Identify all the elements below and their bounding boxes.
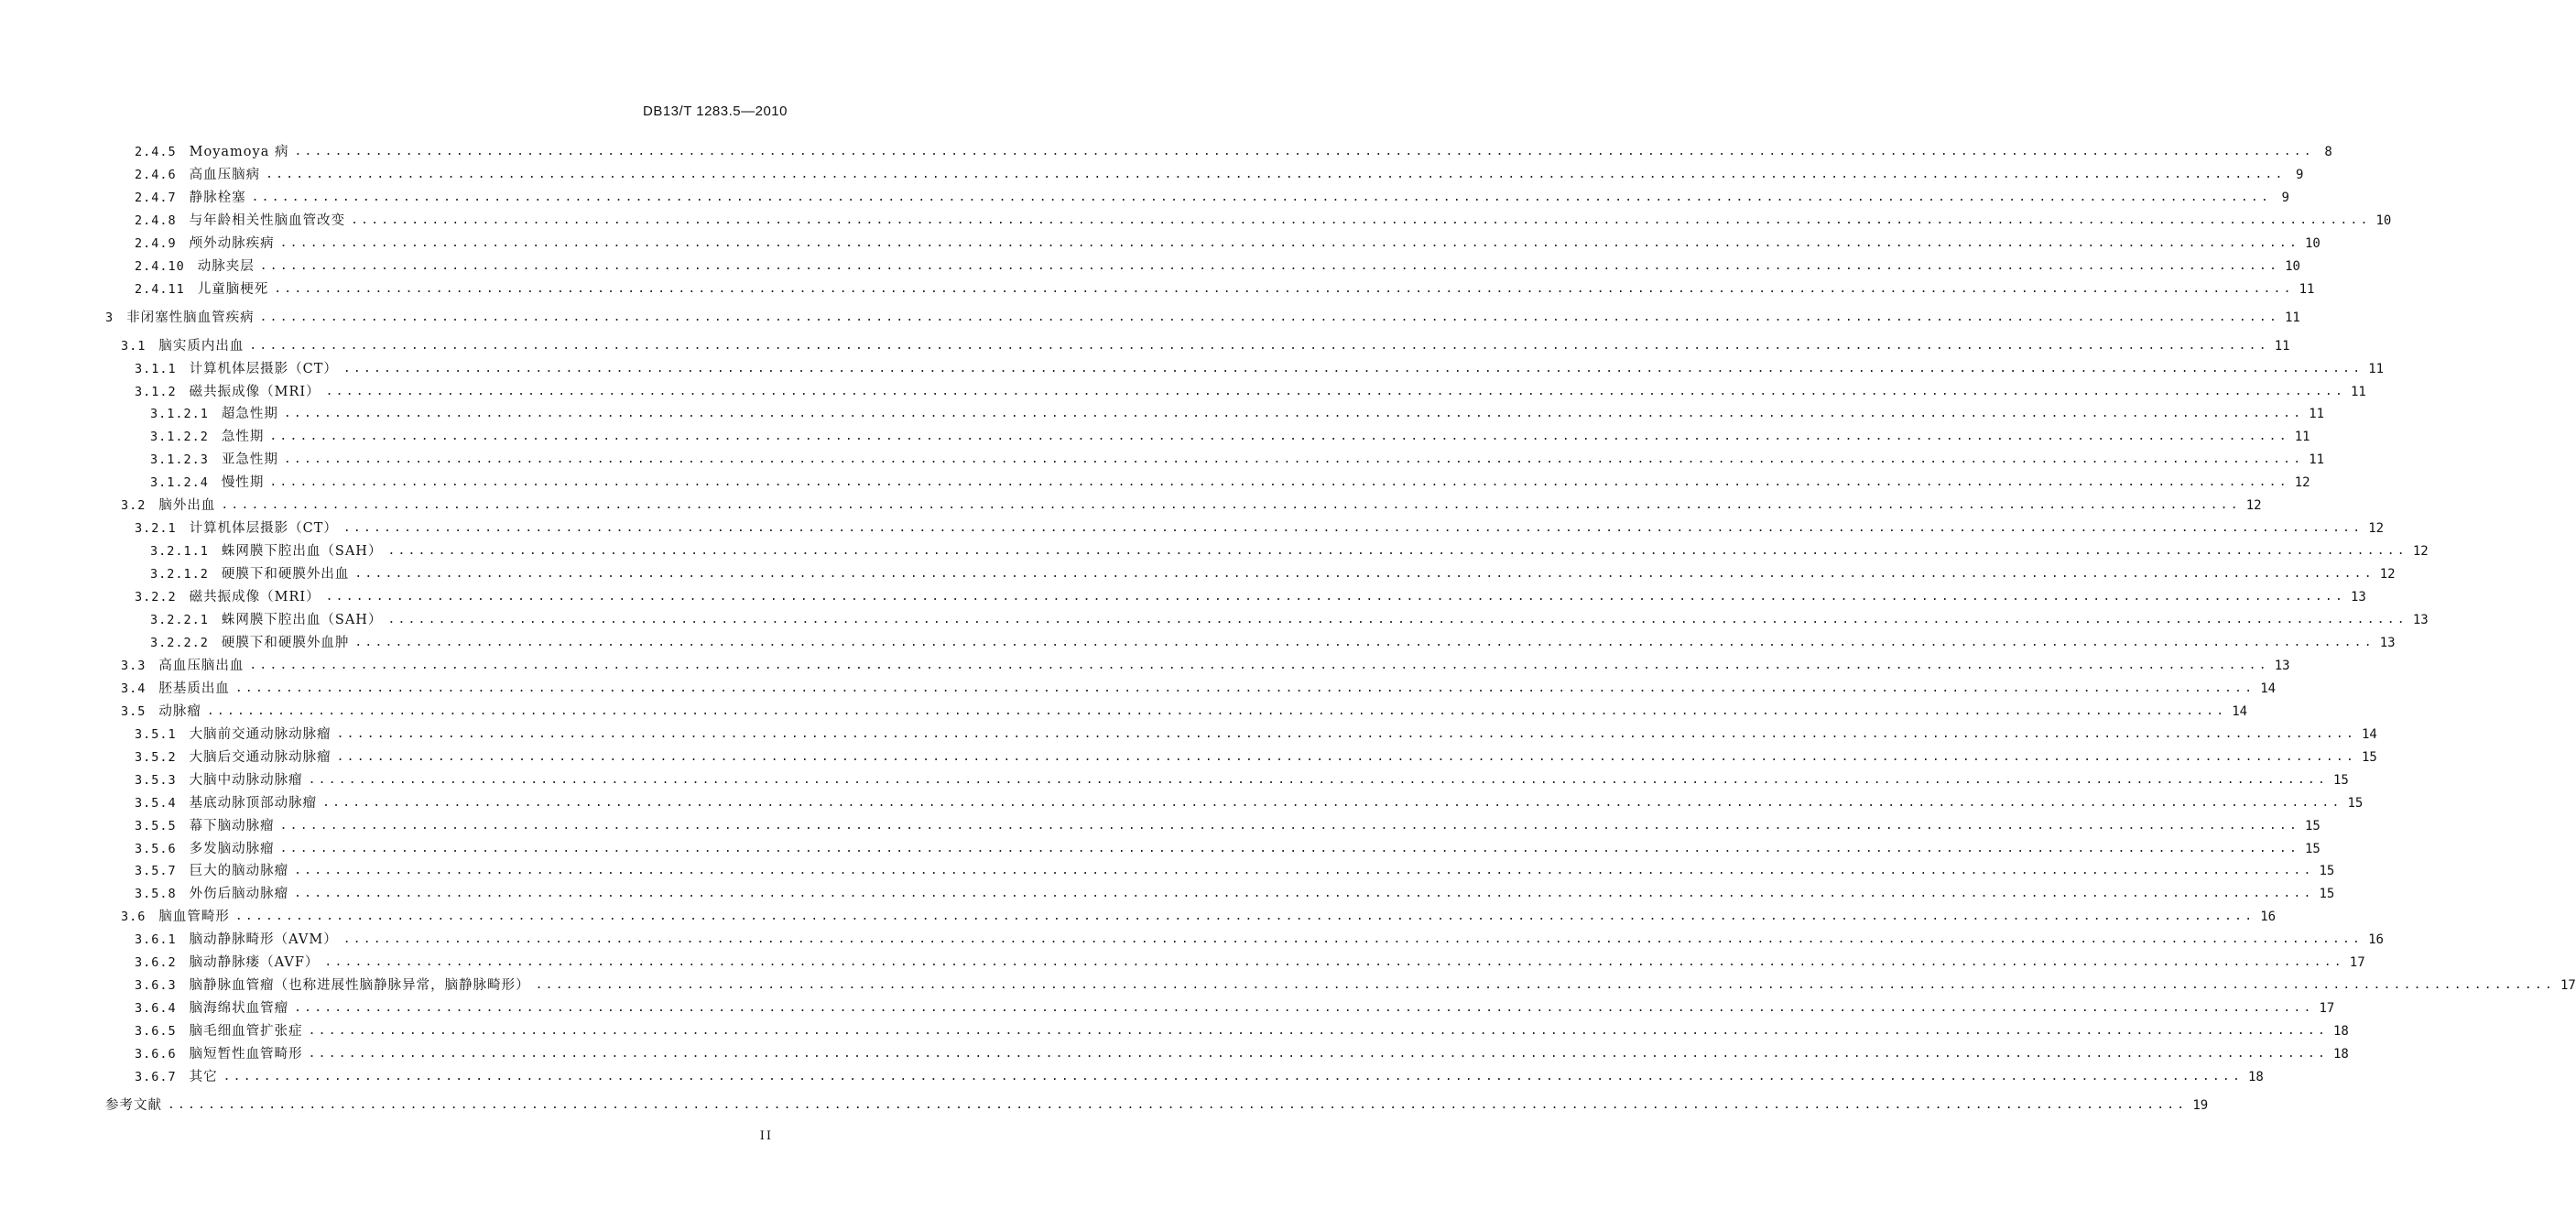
toc-entry[interactable] (150, 447, 2325, 469)
toc-entry-number: 3.5 (121, 703, 147, 719)
toc-leader-dots: ........................................................................................................................................................................................................ (274, 281, 2294, 296)
toc-entry-title: 颅外动脉疾病 (189, 235, 275, 251)
toc-entry-title: 磁共振成像（MRI） (189, 590, 321, 605)
toc-leader-dots: ........................................................................................................................................................................................................ (206, 703, 2227, 718)
toc-entry-number: 3.2.2 (135, 590, 177, 605)
toc-entry-number: 3.5.5 (135, 818, 177, 833)
toc-entry-title: 其它 (189, 1070, 218, 1084)
toc-entry-page: 9 (2296, 167, 2304, 182)
toc-entry-page: 15 (2361, 749, 2377, 765)
toc-entry-title: 脑海绵状血管瘤 (189, 1001, 289, 1017)
toc-entry-title: 磁共振成像（MRI） (189, 384, 321, 399)
toc-entry-title: 脑静脉血管瘤（也称进展性脑静脉异常，脑静脉畸形） (189, 978, 530, 994)
toc-entry-number: 3.6.1 (135, 932, 177, 948)
page-number-footer: II (759, 1129, 773, 1143)
toc-leader-dots: ........................................................................................................................................................................................................ (342, 361, 2364, 376)
toc-leader-dots: ........................................................................................................................................................................................................ (308, 1047, 2328, 1062)
toc-entry[interactable] (121, 699, 2248, 721)
toc-entry-title: 动脉瘤 (158, 703, 201, 719)
toc-entry-number: 3.1.2 (135, 384, 177, 399)
toc-leader-dots: ........................................................................................................................................................................................................ (279, 235, 2299, 250)
toc-entry[interactable] (135, 185, 2289, 207)
toc-leader-dots: ........................................................................................................................................................................................................ (325, 384, 2345, 398)
toc-leader-dots: ........................................................................................................................................................................................................ (294, 864, 2314, 878)
toc-entry[interactable] (135, 1019, 2349, 1040)
toc-entry-page: 11 (2284, 310, 2300, 325)
toc-entry[interactable] (135, 813, 2321, 835)
toc-entry-number: 2.4.11 (135, 281, 185, 297)
toc-entry[interactable] (121, 904, 2277, 926)
toc-entry-page: 9 (2281, 190, 2289, 205)
toc-entry-title: 非闭塞性脑血管疾病 (126, 310, 255, 325)
toc-entry-page: 15 (2347, 795, 2364, 811)
toc-entry-title: 高血压脑病 (189, 167, 261, 182)
toc-entry-number: 3.1.1 (135, 361, 177, 376)
toc-leader-dots: ........................................................................................................................................................................................................ (325, 590, 2345, 605)
toc-leader-dots: ........................................................................................................................................................................................................ (324, 955, 2344, 970)
toc-entry-page: 11 (2368, 361, 2385, 376)
toc-entry-page: 17 (2319, 1001, 2335, 1017)
toc-entry-title: 幕下脑动脉瘤 (189, 818, 275, 833)
toc-entry-page: 14 (2260, 681, 2277, 696)
toc-entry[interactable] (135, 973, 2576, 995)
toc-entry-number: 3.2.2.1 (150, 613, 209, 627)
toc-entry-page: 19 (2192, 1097, 2209, 1113)
toc-entry[interactable] (135, 790, 2364, 812)
toc-entry-number: 3.5.7 (135, 864, 177, 879)
toc-entry-number: 3 (105, 310, 114, 325)
toc-entry-number: 2.4.5 (135, 145, 177, 159)
toc-entry[interactable] (135, 139, 2332, 161)
toc-entry-number: 2.4.8 (135, 212, 177, 228)
toc-entry-title: 巨大的脑动脉瘤 (189, 864, 289, 879)
toc-entry-number: 3.3 (121, 658, 147, 673)
toc-entry-page: 18 (2247, 1070, 2264, 1084)
toc-leader-dots: ........................................................................................................................................................................................................ (234, 681, 2255, 695)
toc-entry-title: 计算机体层摄影（CT） (189, 361, 338, 376)
toc-entry-number: 3.6.6 (135, 1047, 177, 1062)
toc-entry-number: 3.2.1.2 (150, 567, 209, 583)
toc-entry[interactable] (135, 254, 2300, 276)
toc-leader-dots: ........................................................................................................................................................................................................ (251, 190, 2271, 204)
toc-leader-dots: ........................................................................................................................................................................................................ (308, 1024, 2328, 1039)
toc-entry-number: 2.4.9 (135, 235, 177, 251)
toc-entry-number: 3.6.5 (135, 1024, 177, 1040)
toc-entry-page: 15 (2319, 864, 2335, 879)
toc-entry[interactable] (150, 470, 2310, 492)
toc-entry[interactable] (150, 630, 2396, 652)
toc-leader-dots: ........................................................................................................................................................................................................ (269, 430, 2289, 444)
toc-entry-number: 3.2.1 (135, 521, 177, 537)
toc-leader-dots: ........................................................................................................................................................................................................ (168, 1097, 2188, 1112)
toc-entry-page: 15 (2304, 818, 2321, 833)
toc-entry[interactable] (135, 722, 2377, 744)
toc-entry[interactable] (135, 208, 2392, 230)
toc-entry-title: 急性期 (221, 430, 265, 445)
toc-leader-dots: ........................................................................................................................................................................................................ (336, 726, 2356, 741)
toc-entry-number: 3.1 (121, 338, 147, 354)
toc-leader-dots: ........................................................................................................................................................................................................ (269, 475, 2289, 490)
toc-entry-page: 11 (2309, 407, 2325, 422)
toc-entry-number: 3.6.4 (135, 1001, 177, 1017)
toc-entry-page: 13 (2412, 613, 2429, 627)
toc-entry-number: 3.6.2 (135, 955, 177, 971)
toc-entry-number: 3.1.2.2 (150, 430, 209, 445)
toc-leader-dots: ........................................................................................................................................................................................................ (535, 978, 2555, 993)
toc-entry[interactable] (135, 768, 2349, 790)
toc-entry-number: 3.1.2.1 (150, 407, 209, 422)
toc-leader-dots: ........................................................................................................................................................................................................ (294, 1001, 2314, 1016)
toc-entry-title: 与年龄相关性脑血管改变 (189, 212, 346, 228)
toc-entry-title: 大脑后交通动脉动脉瘤 (189, 749, 332, 765)
toc-leader-dots: ........................................................................................................................................................................................................ (283, 452, 2304, 467)
toc-entry-title: 高血压脑出血 (158, 658, 245, 673)
toc-entry-page: 16 (2260, 910, 2277, 925)
toc-entry-number: 3.5.8 (135, 887, 177, 902)
toc-entry-number: 3.2.2.2 (150, 635, 209, 650)
toc-entry-title: 计算机体层摄影（CT） (189, 521, 338, 537)
toc-entry-number: 3.5.2 (135, 749, 177, 765)
document-code-header: DB13/T 1283.5—2010 (643, 103, 788, 119)
toc-leader-dots: ........................................................................................................................................................................................................ (223, 1070, 2243, 1084)
toc-leader-dots: ........................................................................................................................................................................................................ (279, 818, 2299, 833)
toc-leader-dots: ........................................................................................................................................................................................................ (266, 167, 2286, 181)
toc-entry-page: 17 (2560, 978, 2576, 994)
toc-entry-number: 3.5.4 (135, 795, 177, 811)
toc-entry[interactable] (121, 493, 2262, 515)
toc-entry-number: 2.4.10 (135, 258, 185, 274)
toc-entry-page: 13 (2379, 635, 2396, 650)
toc-leader-dots: ........................................................................................................................................................................................................ (387, 613, 2408, 626)
toc-entry-number: 3.1.2.3 (150, 452, 209, 468)
toc-entry[interactable] (121, 653, 2290, 675)
toc-entry-title: 基底动脉顶部动脉瘤 (189, 795, 318, 811)
toc-entry-page: 10 (2285, 258, 2300, 274)
toc-entry-number: 2.4.6 (135, 167, 177, 182)
toc-entry-title: 脑短暂性血管畸形 (189, 1047, 303, 1062)
toc-entry[interactable] (150, 607, 2429, 629)
toc-entry-title: 蛛网膜下腔出血（SAH） (221, 544, 383, 560)
toc-entry[interactable] (135, 881, 2335, 903)
toc-entry-page: 15 (2319, 887, 2335, 902)
toc-entry-title: 超急性期 (221, 407, 278, 422)
toc-leader-dots: ........................................................................................................................................................................................................ (279, 841, 2299, 855)
toc-entry[interactable] (135, 584, 2366, 606)
toc-entry[interactable] (135, 1041, 2349, 1063)
toc-entry-number: 3.2 (121, 498, 147, 514)
toc-entry-title: Moyamoya 病 (189, 145, 289, 159)
toc-leader-dots: ........................................................................................................................................................................................................ (342, 932, 2364, 947)
toc-entry-page: 14 (2361, 726, 2377, 742)
toc-entry-page: 18 (2332, 1024, 2349, 1040)
toc-entry[interactable] (135, 277, 2315, 299)
toc-entry[interactable] (135, 858, 2335, 880)
toc-entry[interactable] (135, 516, 2385, 538)
toc-leader-dots: ........................................................................................................................................................................................................ (294, 887, 2314, 901)
toc-entry-title: 硬膜下和硬膜外出血 (221, 567, 350, 583)
toc-leader-dots: ........................................................................................................................................................................................................ (283, 407, 2304, 421)
toc-leader-dots: ........................................................................................................................................................................................................ (351, 212, 2371, 227)
toc-leader-dots: ........................................................................................................................................................................................................ (259, 258, 2280, 273)
toc-entry-page: 11 (2294, 430, 2310, 445)
toc-entry-page: 12 (2245, 498, 2262, 514)
toc-entry-number: 3.5.3 (135, 772, 177, 788)
toc-leader-dots: ........................................................................................................................................................................................................ (221, 498, 2241, 513)
toc-entry-page: 10 (2304, 235, 2321, 251)
toc-entry-number: 3.6.3 (135, 978, 177, 994)
toc-entry-page: 10 (2375, 212, 2392, 228)
toc-entry-page: 18 (2332, 1047, 2349, 1062)
toc-entry-page: 11 (2274, 338, 2290, 354)
toc-leader-dots: ........................................................................................................................................................................................................ (249, 338, 2269, 353)
toc-entry[interactable] (150, 539, 2429, 561)
toc-leader-dots: ........................................................................................................................................................................................................ (354, 635, 2375, 649)
toc-entry-page: 16 (2368, 932, 2384, 948)
toc-entry[interactable] (135, 379, 2366, 401)
toc-leader-dots: ........................................................................................................................................................................................................ (294, 145, 2314, 158)
toc-entry-number: 3.2.1.1 (150, 544, 209, 560)
toc-entry-title: 胚基质出血 (158, 681, 230, 696)
toc-entry[interactable] (150, 424, 2310, 446)
toc-entry[interactable] (135, 745, 2377, 767)
toc-entry-title: 儿童脑梗死 (197, 281, 269, 297)
toc-leader-dots: ........................................................................................................................................................................................................ (387, 544, 2408, 559)
toc-entry[interactable] (135, 927, 2384, 949)
toc-entry[interactable] (121, 676, 2277, 698)
toc-leader-dots: ........................................................................................................................................................................................................ (342, 521, 2364, 536)
toc-entry[interactable] (135, 356, 2385, 378)
toc-entry[interactable] (150, 401, 2325, 423)
toc-entry-title: 脑外出血 (158, 498, 216, 514)
toc-entry-page: 12 (2294, 475, 2310, 491)
toc-entry[interactable] (150, 561, 2396, 583)
toc-entry-title: 多发脑动脉瘤 (189, 841, 275, 856)
toc-entry[interactable] (135, 950, 2365, 972)
toc-entry[interactable] (135, 231, 2321, 253)
toc-entry-title: 外伤后脑动脉瘤 (189, 887, 289, 902)
toc-leader-dots: ........................................................................................................................................................................................................ (234, 910, 2255, 924)
toc-entry-number: 3.1.2.4 (150, 475, 209, 491)
toc-leader-dots: ........................................................................................................................................................................................................ (308, 772, 2328, 787)
toc-entry-title: 脑血管畸形 (158, 910, 230, 925)
toc-leader-dots: ........................................................................................................................................................................................................ (249, 658, 2269, 672)
toc-entry-page: 12 (2379, 567, 2396, 583)
toc-entry-title: 硬膜下和硬膜外血肿 (221, 635, 350, 650)
toc-entry-title: 大脑前交通动脉动脉瘤 (189, 726, 332, 742)
toc-leader-dots: ........................................................................................................................................................................................................ (336, 749, 2356, 764)
toc-leader-dots: ........................................................................................................................................................................................................ (322, 795, 2342, 810)
toc-entry-number: 3.6.7 (135, 1070, 177, 1084)
toc-entry-title: 大脑中动脉动脉瘤 (189, 772, 303, 788)
toc-entry-page: 15 (2304, 841, 2321, 856)
toc-entry[interactable] (135, 162, 2304, 184)
toc-entry-page: 13 (2350, 590, 2366, 605)
toc-entry-title: 参考文献 (105, 1097, 162, 1113)
toc-entry-page: 12 (2412, 544, 2429, 560)
toc-entry-number: 3.5.1 (135, 726, 177, 742)
toc-entry[interactable] (105, 305, 2300, 327)
toc-entry-title: 慢性期 (221, 475, 265, 491)
toc-entry-page: 8 (2324, 145, 2332, 159)
toc-entry[interactable] (121, 333, 2290, 355)
toc-entry-page: 12 (2368, 521, 2385, 537)
toc-leader-dots: ........................................................................................................................................................................................................ (259, 310, 2279, 324)
toc-entry-title: 动脉夹层 (197, 258, 255, 274)
toc-entry-title: 脑动静脉畸形（AVM） (189, 932, 338, 948)
toc-entry-page: 17 (2349, 955, 2365, 971)
toc-entry-number: 2.4.7 (135, 190, 177, 205)
toc-entry-page: 11 (2299, 281, 2315, 297)
toc-entry-title: 脑动静脉瘘（AVF） (189, 955, 320, 971)
toc-entry-page: 14 (2232, 703, 2248, 719)
toc-entry-page: 11 (2350, 384, 2366, 399)
toc-entry-number: 3.5.6 (135, 841, 177, 856)
toc-entry-number: 3.6 (121, 910, 147, 925)
toc-entry[interactable] (135, 1064, 2264, 1086)
toc-entry-title: 静脉栓塞 (189, 190, 246, 205)
toc-entry-number: 3.4 (121, 681, 147, 696)
toc-entry[interactable] (135, 836, 2321, 858)
toc-entry-page: 13 (2274, 658, 2290, 673)
toc-entry-page: 15 (2332, 772, 2349, 788)
toc-entry-title: 脑毛细血管扩张症 (189, 1024, 303, 1040)
toc-entry-title: 脑实质内出血 (158, 338, 245, 354)
toc-entry-title: 蛛网膜下腔出血（SAH） (221, 613, 383, 627)
toc-entry[interactable] (105, 1093, 2209, 1115)
toc-entry-page: 11 (2309, 452, 2325, 468)
toc-leader-dots: ........................................................................................................................................................................................................ (354, 567, 2375, 582)
toc-entry[interactable] (135, 996, 2335, 1018)
toc-entry-title: 亚急性期 (221, 452, 278, 468)
